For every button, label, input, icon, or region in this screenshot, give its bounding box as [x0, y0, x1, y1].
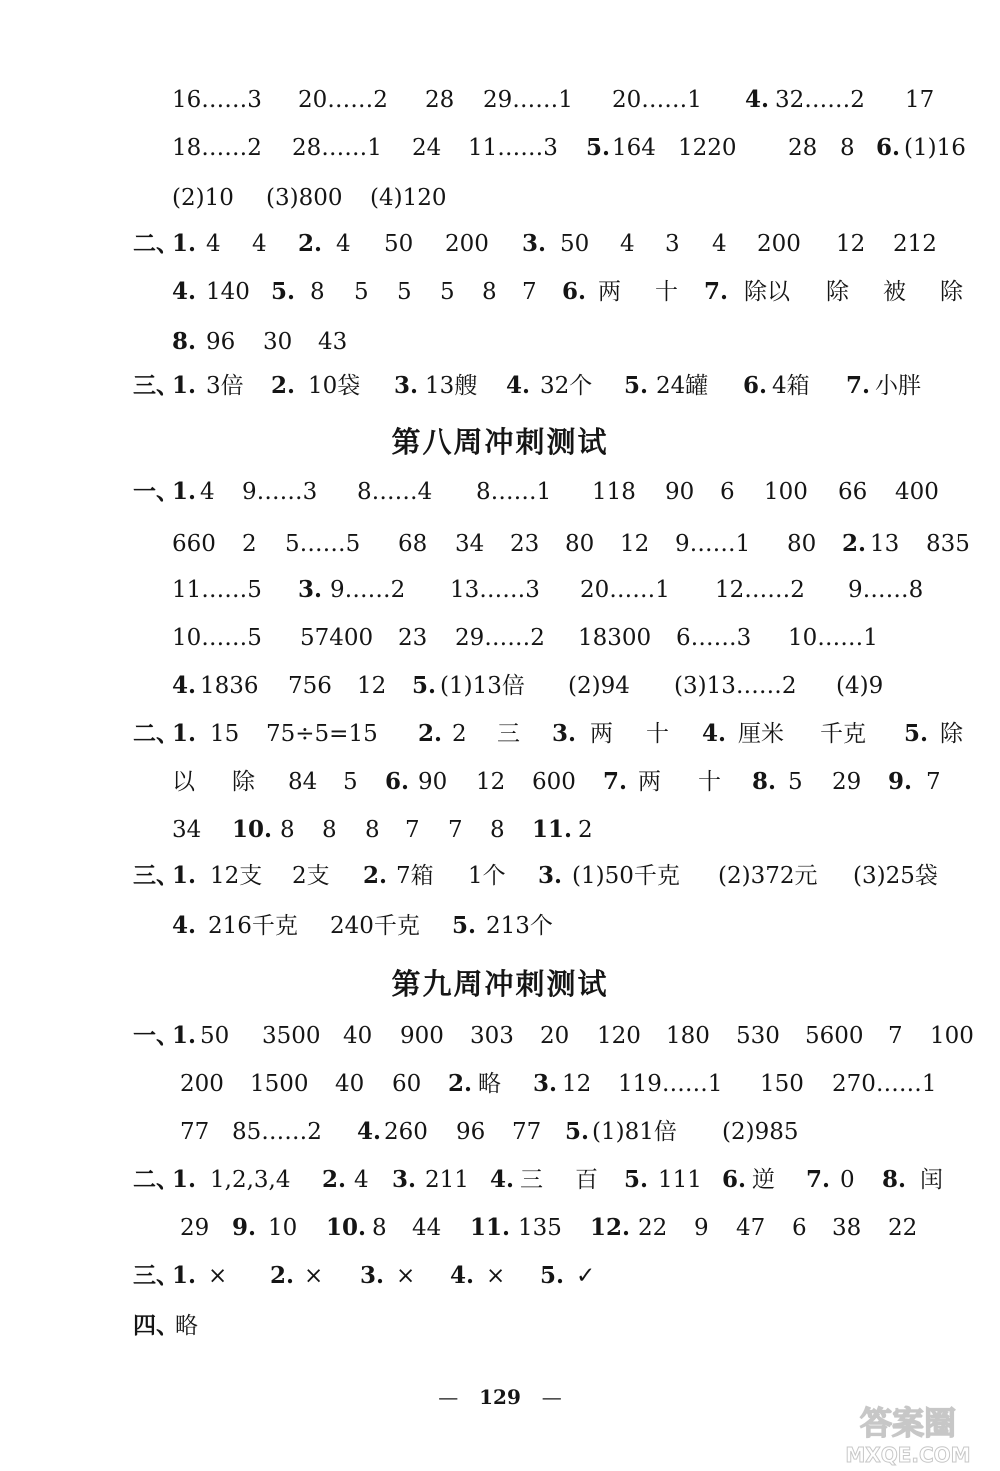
answer-value: 4箱 — [772, 373, 810, 399]
answer-value: 5600 — [805, 1023, 864, 1049]
item-label: 8. — [752, 768, 777, 795]
answer-value: 12支 — [210, 863, 263, 889]
answer-value: 12 — [476, 769, 506, 795]
answer-value: 12 — [357, 673, 387, 699]
answer-value: 200 — [757, 231, 801, 257]
item-label: 2. — [298, 230, 323, 257]
answer-value: 835 — [926, 531, 970, 557]
watermark-logo — [828, 1398, 988, 1468]
answer-value: 135 — [518, 1215, 562, 1241]
answer-value: 8 — [365, 817, 380, 843]
answer-value: 13……3 — [450, 577, 540, 603]
item-label: 1. — [172, 230, 197, 257]
answer-value: 除 — [232, 769, 255, 795]
answer-line — [0, 318, 1000, 366]
answer-value: 11……5 — [172, 577, 262, 603]
answer-line — [0, 520, 1000, 568]
answer-value: 3 — [665, 231, 680, 257]
answer-value: 20 — [540, 1023, 570, 1049]
item-label: 2. — [322, 1166, 347, 1193]
item-label: 5. — [271, 278, 296, 305]
answer-value: 8 — [310, 279, 325, 305]
answer-value: 1220 — [678, 135, 737, 161]
answer-value: 略 — [175, 1313, 198, 1339]
item-label: 4. — [490, 1166, 515, 1193]
answer-value: 6 — [720, 479, 735, 505]
item-label: 二、 — [133, 1166, 179, 1193]
answer-value: 100 — [764, 479, 808, 505]
answer-value: 660 — [172, 531, 216, 557]
answer-value: 除 — [940, 279, 963, 305]
answer-value: 略 — [478, 1071, 501, 1097]
answer-value: 80 — [565, 531, 595, 557]
section-heading: 第八周冲刺测试 — [391, 425, 609, 459]
answer-value: 16……3 — [172, 87, 262, 113]
answer-value: 3500 — [262, 1023, 321, 1049]
item-label: 3. — [552, 720, 577, 747]
item-label: 四、 — [133, 1312, 179, 1339]
item-label: 一、 — [133, 478, 179, 505]
answer-value: (1)16 — [904, 135, 966, 161]
answer-value: 十 — [655, 279, 678, 305]
answer-line — [0, 174, 1000, 222]
item-label: 1. — [172, 372, 197, 399]
page-number: 129 — [479, 1385, 521, 1409]
answer-value: 18……2 — [172, 135, 262, 161]
item-label: 3. — [533, 1070, 558, 1097]
item-label: 3. — [522, 230, 547, 257]
answer-value: 12 — [562, 1071, 592, 1097]
answer-value: 2 — [242, 531, 257, 557]
answer-value: 530 — [736, 1023, 780, 1049]
answer-value: 44 — [412, 1215, 442, 1241]
answer-value: 10 — [268, 1215, 298, 1241]
answer-line — [0, 902, 1000, 950]
answer-value: (2)94 — [568, 673, 630, 699]
answer-value: 7 — [926, 769, 941, 795]
answer-value: 7 — [888, 1023, 903, 1049]
answer-value: 8……1 — [476, 479, 552, 505]
footer-dash-left: — — [438, 1385, 459, 1409]
answer-value: 180 — [666, 1023, 710, 1049]
item-label: 4. — [702, 720, 727, 747]
item-label: 5. — [624, 1166, 649, 1193]
answer-value: 2 — [452, 721, 467, 747]
answer-value: 8 — [280, 817, 295, 843]
answer-value: 9……3 — [242, 479, 318, 505]
answer-value: 12……2 — [715, 577, 805, 603]
answer-value: (4)9 — [836, 673, 884, 699]
answer-line — [0, 220, 1000, 268]
answer-value: 270……1 — [832, 1071, 937, 1097]
item-label: 5. — [565, 1118, 590, 1145]
item-label: 3. — [538, 862, 563, 889]
answer-value: 43 — [318, 329, 348, 355]
footer-dash-right: — — [541, 1385, 562, 1409]
answer-line — [0, 710, 1000, 758]
answer-value: ✓ — [576, 1263, 596, 1289]
answer-value: 96 — [206, 329, 236, 355]
item-label: 9. — [888, 768, 913, 795]
answer-line — [0, 124, 1000, 172]
answer-value: 4 — [206, 231, 221, 257]
answer-value: 756 — [288, 673, 332, 699]
answer-value: 84 — [288, 769, 318, 795]
answer-value: (3)13……2 — [674, 673, 797, 699]
answer-line — [0, 468, 1000, 516]
answer-value: 9 — [694, 1215, 709, 1241]
answer-value: 23 — [398, 625, 428, 651]
answer-value: 213个 — [486, 913, 553, 939]
answer-value: 小胖 — [875, 373, 921, 399]
item-label: 4. — [450, 1262, 475, 1289]
answer-value: 50 — [384, 231, 414, 257]
answer-value: 10袋 — [308, 373, 361, 399]
answer-value: 13 — [870, 531, 900, 557]
answer-value: 两 — [598, 279, 621, 305]
item-label: 3. — [298, 576, 323, 603]
answer-value: 18300 — [578, 625, 652, 651]
answer-value: 100 — [930, 1023, 974, 1049]
answer-value: 17 — [905, 87, 935, 113]
item-label: 7. — [806, 1166, 831, 1193]
answer-value: 千克 — [820, 721, 866, 747]
answer-value: (2)10 — [172, 185, 234, 211]
answer-value: 15 — [210, 721, 240, 747]
answer-value: 7 — [448, 817, 463, 843]
answer-value: 120 — [597, 1023, 641, 1049]
item-label: 1. — [172, 862, 197, 889]
answer-value: 三 — [520, 1167, 543, 1193]
answer-value: 50 — [560, 231, 590, 257]
item-label: 12. — [590, 1214, 631, 1241]
answer-value: 303 — [470, 1023, 514, 1049]
item-label: 2. — [842, 530, 867, 557]
item-label: 11. — [470, 1214, 511, 1241]
item-label: 3. — [360, 1262, 385, 1289]
answer-value: 两 — [638, 769, 661, 795]
answer-value: 50 — [200, 1023, 230, 1049]
answer-value: 29……1 — [483, 87, 573, 113]
answer-value: 32……2 — [775, 87, 865, 113]
answer-value: 7 — [522, 279, 537, 305]
answer-value: 240千克 — [330, 913, 420, 939]
answer-line — [0, 1156, 1000, 1204]
answer-value: 12 — [620, 531, 650, 557]
answer-value: (1)50千克 — [572, 863, 680, 889]
item-label: 10. — [232, 816, 273, 843]
item-label: 6. — [876, 134, 901, 161]
answer-value: 212 — [893, 231, 937, 257]
answer-value: 90 — [665, 479, 695, 505]
item-label: 2. — [271, 372, 296, 399]
answer-value: 77 — [180, 1119, 210, 1145]
answer-value: 22 — [888, 1215, 918, 1241]
answer-value: 1个 — [468, 863, 506, 889]
item-label: 1. — [172, 1022, 197, 1049]
item-label: 4. — [172, 278, 197, 305]
answer-value: 23 — [510, 531, 540, 557]
answer-value: 4 — [620, 231, 635, 257]
answer-value: 0 — [840, 1167, 855, 1193]
answer-value: 5 — [788, 769, 803, 795]
answer-value: 4 — [712, 231, 727, 257]
answer-value: 7箱 — [396, 863, 434, 889]
answer-value: 8 — [322, 817, 337, 843]
answer-value: 119……1 — [618, 1071, 723, 1097]
answer-value: 4 — [252, 231, 267, 257]
item-label: 1. — [172, 720, 197, 747]
answer-value: 9……1 — [675, 531, 751, 557]
answer-value: 8 — [840, 135, 855, 161]
watermark-text: 答案圈 — [859, 1404, 957, 1442]
answer-value: 1,2,3,4 — [210, 1167, 291, 1193]
answer-value: 13艘 — [425, 373, 478, 399]
answer-value: 10……5 — [172, 625, 262, 651]
answer-line — [0, 566, 1000, 614]
item-label: 8. — [172, 328, 197, 355]
answer-value: 164 — [612, 135, 656, 161]
item-label: 三、 — [133, 372, 179, 399]
item-label: 一、 — [133, 1022, 179, 1049]
answer-value: 百 — [575, 1167, 598, 1193]
answer-line — [0, 852, 1000, 900]
answer-value: 24罐 — [656, 373, 709, 399]
item-label: 11. — [532, 816, 573, 843]
item-label: 2. — [418, 720, 443, 747]
answer-value: 12 — [836, 231, 866, 257]
item-label: 4. — [172, 672, 197, 699]
answer-value: 5 — [354, 279, 369, 305]
item-label: 4. — [172, 912, 197, 939]
answer-value: 4 — [200, 479, 215, 505]
answer-value: 20……1 — [580, 577, 670, 603]
answer-value: 除以 — [744, 279, 790, 305]
answer-value: 4 — [354, 1167, 369, 1193]
item-label: 9. — [232, 1214, 257, 1241]
answer-line — [0, 1108, 1000, 1156]
answer-value: 200 — [445, 231, 489, 257]
answer-value: (1)81倍 — [592, 1119, 677, 1145]
answer-value: 38 — [832, 1215, 862, 1241]
answer-value: 6……3 — [676, 625, 752, 651]
answer-value: × — [304, 1263, 324, 1289]
answer-value: 29……2 — [455, 625, 545, 651]
answer-value: 68 — [398, 531, 428, 557]
answer-value: 5 — [440, 279, 455, 305]
answer-value: 9……8 — [848, 577, 924, 603]
answer-value: 66 — [838, 479, 868, 505]
answer-value: (4)120 — [370, 185, 447, 211]
answer-value: 60 — [392, 1071, 422, 1097]
answer-value: × — [396, 1263, 416, 1289]
answer-value: 28 — [788, 135, 818, 161]
item-label: 三、 — [133, 1262, 179, 1289]
answer-value: 77 — [512, 1119, 542, 1145]
answer-value: 30 — [263, 329, 293, 355]
item-label: 5. — [586, 134, 611, 161]
answer-value: 1836 — [200, 673, 259, 699]
answer-value: 8 — [490, 817, 505, 843]
answer-line — [0, 1060, 1000, 1108]
answer-line — [0, 1302, 1000, 1350]
answer-value: 8……4 — [357, 479, 433, 505]
answer-value: 9……2 — [330, 577, 406, 603]
answer-value: 除 — [940, 721, 963, 747]
answer-value: 十 — [646, 721, 669, 747]
item-label: 10. — [326, 1214, 367, 1241]
answer-value: 逆 — [752, 1167, 775, 1193]
answer-line — [0, 662, 1000, 710]
answer-value: 96 — [456, 1119, 486, 1145]
answer-value: 118 — [592, 479, 636, 505]
answer-value: (3)25袋 — [853, 863, 938, 889]
answer-value: (3)800 — [266, 185, 343, 211]
item-label: 6. — [385, 768, 410, 795]
item-label: 4. — [506, 372, 531, 399]
answer-value: 20……2 — [298, 87, 388, 113]
item-label: 4. — [357, 1118, 382, 1145]
answer-value: × — [208, 1263, 228, 1289]
answer-value: 22 — [638, 1215, 668, 1241]
item-label: 3. — [392, 1166, 417, 1193]
answer-value: 200 — [180, 1071, 224, 1097]
answer-value: 5……5 — [285, 531, 361, 557]
answer-value: 8 — [372, 1215, 387, 1241]
answer-value: 3倍 — [206, 373, 244, 399]
answer-value: (2)985 — [722, 1119, 799, 1145]
answer-value: 29 — [832, 769, 862, 795]
answer-value: 2 — [578, 817, 593, 843]
answer-value: (1)13倍 — [440, 673, 525, 699]
answer-line — [0, 1204, 1000, 1252]
answer-value: 211 — [425, 1167, 469, 1193]
answer-value: 80 — [787, 531, 817, 557]
answer-value: 24 — [412, 135, 442, 161]
answer-value: 140 — [206, 279, 250, 305]
answer-value: × — [486, 1263, 506, 1289]
item-label: 6. — [743, 372, 768, 399]
answer-value: 34 — [455, 531, 485, 557]
answer-value: 5 — [343, 769, 358, 795]
answer-value: 150 — [760, 1071, 804, 1097]
watermark-url: MXQE.COM — [845, 1443, 971, 1467]
item-label: 5. — [452, 912, 477, 939]
answer-value: 75÷5=15 — [266, 721, 378, 747]
answer-value: 1500 — [250, 1071, 309, 1097]
answer-line — [0, 1252, 1000, 1300]
answer-value: 10……1 — [788, 625, 878, 651]
answer-line — [0, 1012, 1000, 1060]
answer-value: 十 — [698, 769, 721, 795]
item-label: 3. — [394, 372, 419, 399]
answer-value: 90 — [418, 769, 448, 795]
section-heading: 第九周冲刺测试 — [391, 967, 609, 1001]
answer-value: 400 — [895, 479, 939, 505]
answer-value: 除 — [826, 279, 849, 305]
item-label: 7. — [704, 278, 729, 305]
item-label: 2. — [448, 1070, 473, 1097]
answer-value: 40 — [343, 1023, 373, 1049]
item-label: 1. — [172, 1262, 197, 1289]
answer-line — [0, 614, 1000, 662]
answer-line — [0, 758, 1000, 806]
answer-value: 111 — [658, 1167, 702, 1193]
answer-value: 三 — [497, 721, 520, 747]
answer-value: 40 — [335, 1071, 365, 1097]
item-label: 7. — [846, 372, 871, 399]
answer-value: 216千克 — [208, 913, 298, 939]
answer-line — [0, 268, 1000, 316]
answer-value: 28……1 — [292, 135, 382, 161]
item-label: 5. — [412, 672, 437, 699]
item-label: 6. — [722, 1166, 747, 1193]
item-label: 8. — [882, 1166, 907, 1193]
item-label: 二、 — [133, 230, 179, 257]
answer-value: 260 — [384, 1119, 428, 1145]
answer-value: 20……1 — [612, 87, 702, 113]
item-label: 2. — [363, 862, 388, 889]
answer-value: 厘米 — [738, 721, 784, 747]
item-label: 三、 — [133, 862, 179, 889]
answer-value: 被 — [883, 279, 906, 305]
answer-value: 4 — [336, 231, 351, 257]
item-label: 二、 — [133, 720, 179, 747]
item-label: 6. — [562, 278, 587, 305]
answer-value: 以 — [172, 769, 195, 795]
answer-value: 闰 — [920, 1167, 943, 1193]
answer-value: 5 — [397, 279, 412, 305]
item-label: 1. — [172, 478, 197, 505]
answer-value: 57400 — [300, 625, 374, 651]
answer-value: 29 — [180, 1215, 210, 1241]
answer-value: 47 — [736, 1215, 766, 1241]
answer-value: 7 — [405, 817, 420, 843]
answer-value: 600 — [532, 769, 576, 795]
answer-value: 28 — [425, 87, 455, 113]
answer-value: 34 — [172, 817, 202, 843]
answer-value: (2)372元 — [718, 863, 818, 889]
answer-line — [0, 76, 1000, 124]
answer-value: 6 — [792, 1215, 807, 1241]
item-label: 1. — [172, 1166, 197, 1193]
answer-line — [0, 362, 1000, 410]
answer-value: 11……3 — [468, 135, 558, 161]
item-label: 5. — [624, 372, 649, 399]
item-label: 7. — [603, 768, 628, 795]
answer-value: 两 — [590, 721, 613, 747]
answer-line — [0, 806, 1000, 854]
answer-value: 900 — [400, 1023, 444, 1049]
answer-value: 32个 — [540, 373, 593, 399]
answer-value: 8 — [482, 279, 497, 305]
answer-value: 2支 — [292, 863, 330, 889]
item-label: 5. — [904, 720, 929, 747]
item-label: 5. — [540, 1262, 565, 1289]
item-label: 4. — [745, 86, 770, 113]
item-label: 2. — [270, 1262, 295, 1289]
answer-value: 85……2 — [232, 1119, 322, 1145]
